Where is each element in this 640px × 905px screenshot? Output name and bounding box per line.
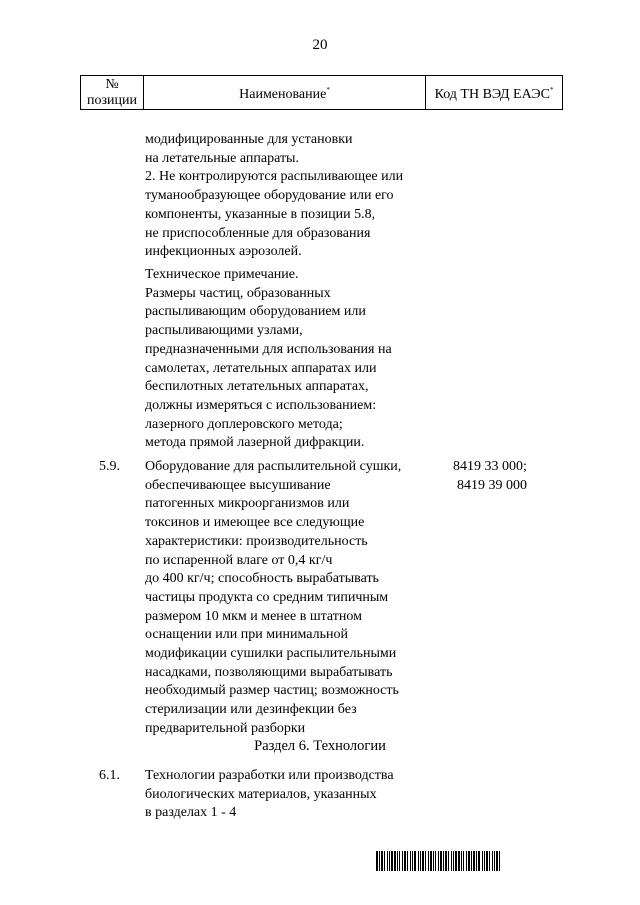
text-line: 2. Не контролируются распыливающее или — [145, 169, 404, 185]
text-line: лазерного доплеровского метода; — [145, 416, 343, 432]
barcode-icon — [376, 851, 502, 871]
text-line: характеристики: производительность — [145, 533, 368, 549]
text-line: биологических материалов, указанных — [145, 786, 377, 802]
text-line: распыливающими узлами, — [145, 323, 303, 339]
text-line: метода прямой лазерной дифракции. — [145, 435, 365, 451]
text-line: должны измеряться с использованием: — [145, 397, 377, 413]
text-line: Размеры частиц, образованных — [145, 285, 331, 301]
code-footnote-mark: * — [549, 86, 554, 94]
item-5-9-description — [145, 458, 401, 739]
name-footnote-mark: * — [326, 86, 330, 94]
text-line: инфекционных аэрозолей. — [145, 244, 302, 260]
item-5-9-number: 5.9. — [99, 459, 120, 474]
text-line: модификации сушилки распылительными — [145, 646, 397, 662]
text-line: до 400 кг/ч; способность вырабатывать — [145, 571, 379, 587]
text-line: распыливающим оборудованием или — [145, 304, 366, 320]
text-line: туманообразующее оборудование или его — [145, 188, 394, 204]
page-number: 20 — [312, 37, 328, 53]
table-header — [80, 75, 563, 110]
technical-note — [145, 266, 392, 453]
text-line: не приспособленные для образования — [145, 225, 371, 241]
text-line: патогенных микроорганизмов или — [145, 496, 350, 512]
section-6-title: Раздел 6. Технологии — [254, 738, 386, 754]
hs-code: 8419 39 000 — [457, 477, 527, 493]
position-label-line-2: позиции — [87, 92, 137, 108]
text-line: предварительной разборки — [145, 720, 306, 736]
technical-note-heading: Техническое примечание. — [145, 267, 299, 282]
text-line: модифицированные для установки — [145, 132, 353, 147]
text-line: оснащении или при минимальной — [145, 627, 348, 643]
text-line: самолетах, летательных аппаратах или — [145, 360, 377, 376]
hs-code: 8419 33 000; — [453, 459, 527, 474]
text-line: токсинов и имеющее все следующие — [145, 515, 365, 531]
text-line: Оборудование для распылительной сушки, — [145, 459, 402, 474]
text-line: по испаренной влаге от 0,4 кг/ч — [145, 552, 333, 568]
text-line: обеспечивающее высушивание — [145, 477, 331, 493]
text-line: в разделах 1 - 4 — [145, 805, 237, 821]
text-line: насадками, позволяющими вырабатывать — [145, 664, 393, 680]
text-line: предназначенными для использования на — [145, 341, 392, 357]
position-column-header — [81, 76, 144, 110]
code-column-header — [426, 76, 563, 110]
text-line: стерилизации или дезинфекции без — [145, 702, 357, 718]
text-line: необходимый размер частиц; возможность — [145, 683, 399, 699]
continuation-text — [145, 131, 403, 262]
text-line: размером 10 мкм и менее в штатном — [145, 608, 362, 624]
text-line: Технологии разработки или производства — [145, 768, 394, 783]
name-label: Наименование — [239, 87, 327, 102]
text-line: на летательные аппараты. — [145, 150, 299, 166]
code-label: Код ТН ВЭД ЕАЭС — [434, 87, 550, 102]
text-line: компоненты, указанные в позиции 5.8, — [145, 206, 376, 222]
item-6-1-description — [145, 767, 394, 823]
text-line: беспилотных летательных аппаратах, — [145, 379, 369, 395]
text-line: частицы продукта со средним типичным — [145, 589, 389, 605]
item-5-9-codes — [453, 458, 527, 495]
name-column-header — [144, 76, 426, 110]
item-6-1-number: 6.1. — [99, 768, 120, 783]
position-label-line-1: № — [105, 76, 119, 92]
